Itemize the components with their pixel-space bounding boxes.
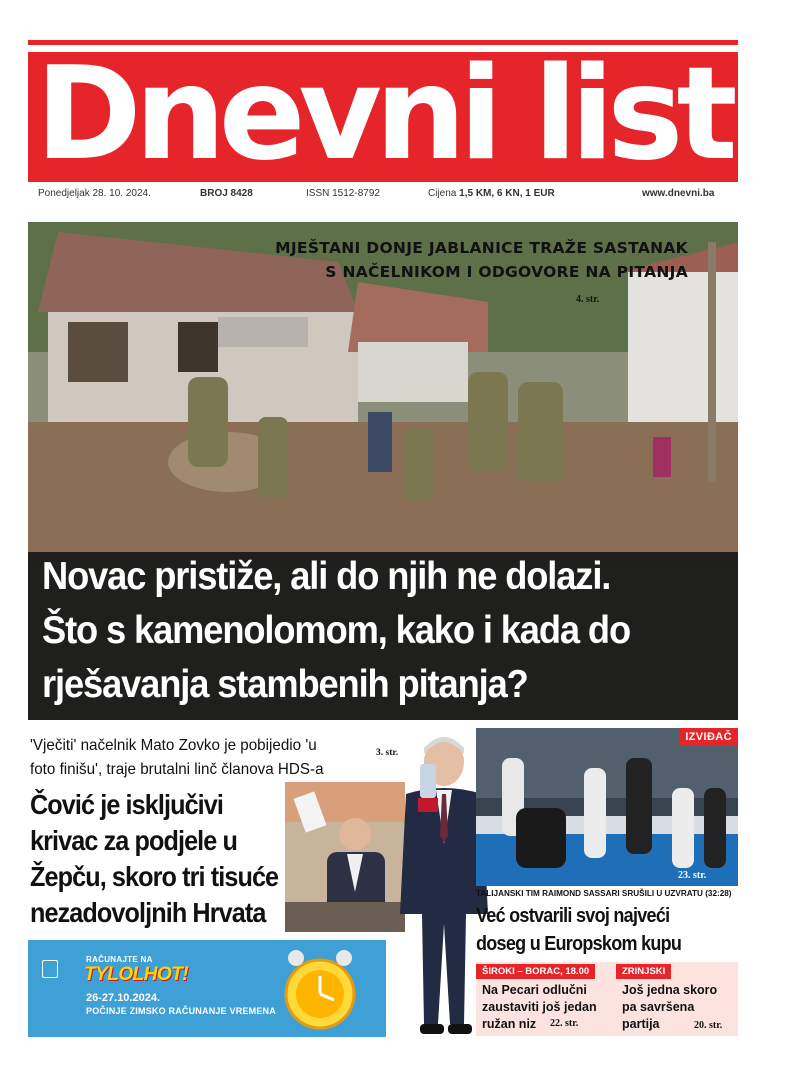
hero-headline[interactable] [42,550,684,712]
teaser-line1: Još jedna skoro [622,983,718,997]
story2-headline-line4: nezadovoljnih Hrvata [30,897,266,928]
hero-story[interactable] [28,222,738,720]
ad-banner[interactable] [28,940,386,1037]
story2-kicker [30,734,353,782]
story2-page-ref: 3. str. [376,748,399,758]
story2-kicker-line1: 'Vječiti' načelnik Mato Zovko je pobijedio 'u [30,737,317,754]
teaser-page-ref: 20. str. [694,1020,723,1031]
hero-kicker-line1: MJEŠTANI DONJE JABLANICE TRAŽE SASTANAK [275,239,688,257]
teaser-zrinjski[interactable] [616,962,738,1036]
hero-headline-line1: Novac pristiže, ali do njih ne dolazi. [42,555,611,598]
hero-headline-line3: rješavanja stambenih pitanja? [42,663,528,706]
issue-number: BROJ 8428 [200,188,253,199]
issue-date: Ponedjeljak 28. 10. 2024. [38,188,151,199]
story2-headline[interactable] [30,787,327,931]
info-bar [38,188,734,204]
story2-headline-line2: krivac za podjele u [30,825,237,856]
hero-kicker [275,236,688,284]
teaser-line3: partija [622,1017,660,1031]
teaser-line1: Na Pecari odlučni [482,983,587,997]
hero-headline-line2: Što s kamenolomom, kako i kada do [42,609,631,652]
sport-headline[interactable] [476,902,712,958]
ad-brand: TYLOLHOT! [84,964,189,985]
teaser-tag: ŠIROKI – BORAC, 18.00 [476,964,595,979]
ad-pre: RAČUNAJTE NA [86,955,153,964]
sport-kicker: TALIJANSKI TIM RAIMOND SASSARI SRUŠILI U UZVRATU (32:28) [476,888,732,898]
teaser-line3: ružan niz [482,1017,537,1031]
ad-line: POČINJE ZIMSKO RAČUNANJE VREMENA [86,1006,276,1016]
price-value: 1,5 KM, 6 KN, 1 EUR [459,188,555,199]
teaser-page-ref: 22. str. [550,1018,579,1029]
teaser-siroki-borac[interactable] [476,962,630,1036]
sport-headline-line1: Već ostvarili svoj najveći [476,905,670,927]
sport-photo[interactable] [476,728,738,886]
sport-page-ref: 23. str. [678,870,707,881]
top-rule [28,40,738,45]
hero-kicker-line2: S NAČELNIKOM I ODGOVORE NA PITANJA [325,263,688,281]
issn: ISSN 1512-8792 [306,188,380,199]
story2-headline-line1: Čović je isključivi [30,789,224,820]
price-label: Cijena [428,188,457,199]
alarm-clock-icon [280,946,360,1034]
masthead-title: Dnevni list [35,52,731,182]
hero-page-ref: 4. str. [576,294,600,305]
ad-dates: 26-27.10.2024. [86,992,161,1004]
section-badge: IZVIĐAČ [679,728,738,746]
story2-headline-line3: Žepču, skoro tri tisuće [30,861,279,892]
teaser-line2: zaustaviti još jedan [482,1000,597,1014]
teaser-text [482,982,597,1033]
ad-logo-icon [42,960,58,978]
teaser-tag: ZRINJSKI [616,964,671,979]
teaser-line2: pa savršena [622,1000,695,1014]
website-link[interactable]: www.dnevni.ba [642,188,715,199]
story2-kicker-line2: foto finišu', traje brutalni linč članova HDS-a [30,761,324,778]
sport-headline-line2: doseg u Europskom kupu [476,933,682,955]
price [428,188,555,199]
masthead [28,52,738,182]
